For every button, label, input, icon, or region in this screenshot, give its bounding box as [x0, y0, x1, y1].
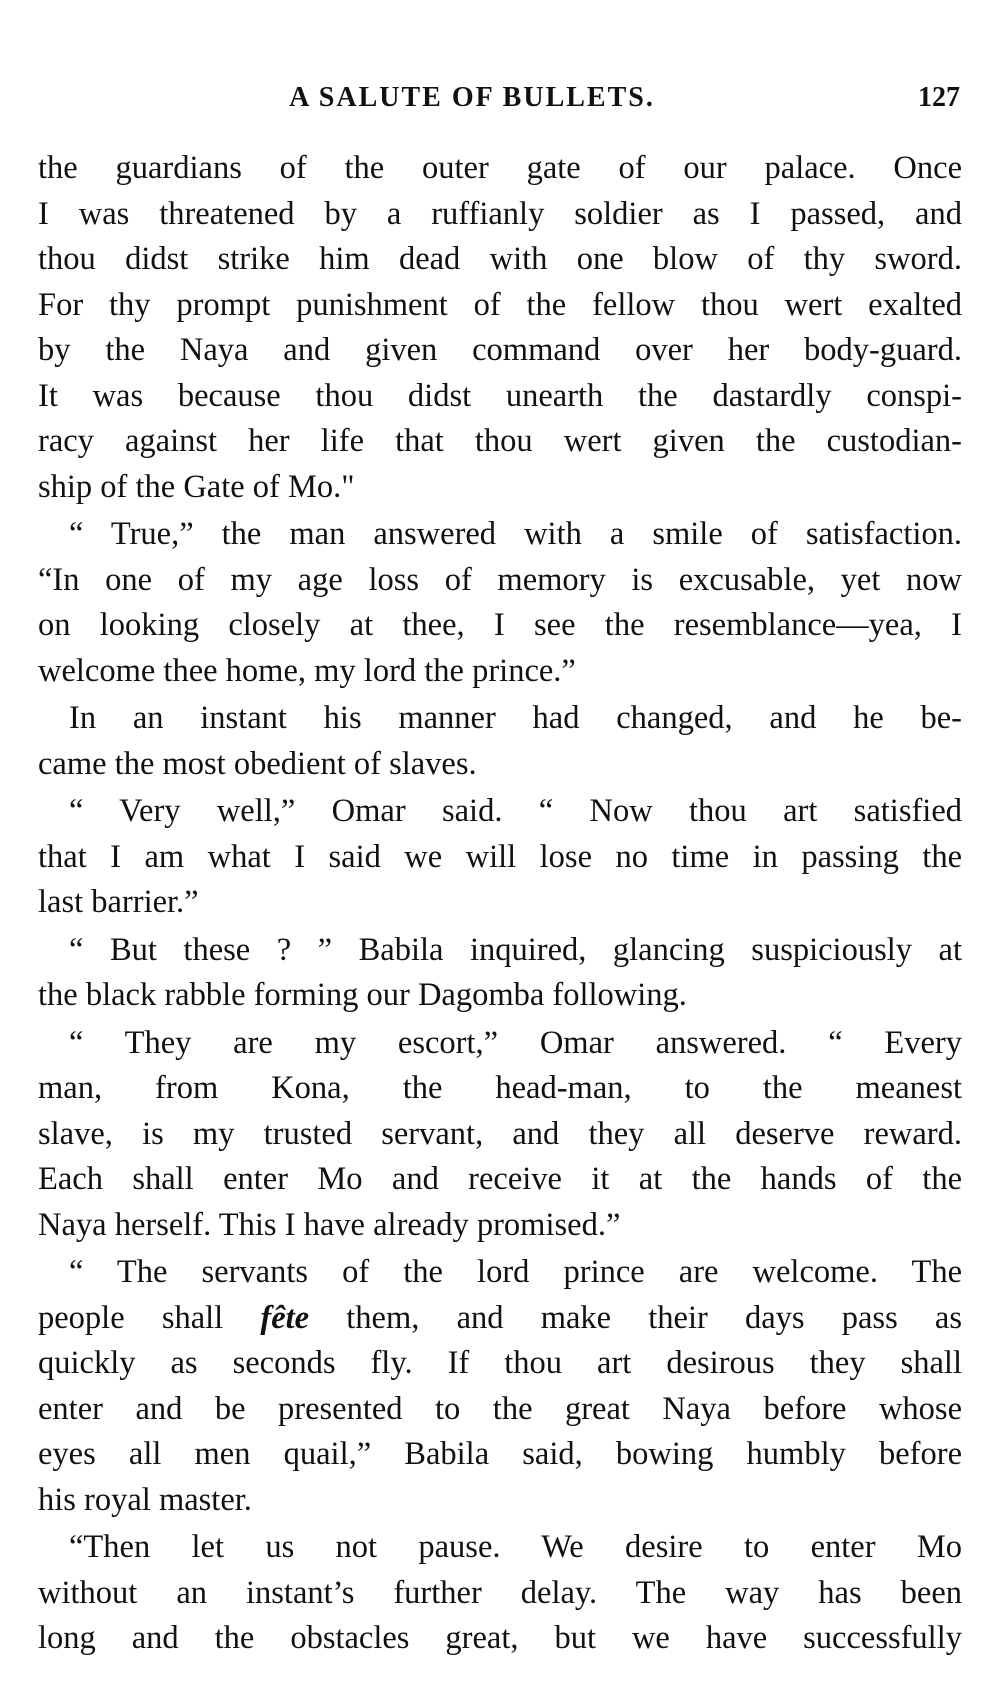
- text-line: last barrier.”: [38, 884, 199, 920]
- text-line: enter and be presented to the great Naya before whose: [38, 1390, 962, 1427]
- text-line: Each shall enter Mo and receive it at the hands of the: [38, 1161, 962, 1197]
- text-line: “ But these ? ” Babila inquired, glancing suspiciously at: [69, 931, 962, 968]
- text-line: “In one of my age loss of memory is excusable, yet now: [38, 561, 962, 598]
- text-line: quickly as seconds fly. If thou art desirous they shall: [38, 1345, 962, 1381]
- paragraph: [38, 928, 962, 1019]
- text-line: “ True,” the man answered with a smile of satisfaction.: [69, 516, 962, 552]
- body-text: [38, 146, 962, 1662]
- text-line: the guardians of the outer gate of our palace. Once: [38, 150, 962, 186]
- text-line: the black rabble forming our Dagomba following.: [38, 977, 687, 1013]
- italic-word: fête: [260, 1299, 310, 1336]
- text-line: eyes all men quail,” Babila said, bowing humbly before: [38, 1436, 962, 1472]
- text-line: [38, 1296, 962, 1342]
- text-line: his royal master.: [38, 1481, 252, 1518]
- text-run: people shall: [38, 1299, 261, 1336]
- text-line: It was because thou didst unearth the dastardly conspi-: [38, 377, 962, 414]
- paragraph: [38, 1021, 962, 1249]
- text-line: I was threatened by a ruffianly soldier as I passed, and: [38, 195, 962, 232]
- text-line: For thy prompt punishment of the fellow thou wert exalted: [38, 286, 962, 323]
- page-number: 127: [918, 82, 960, 113]
- text-line: long and the obstacles great, but we have successfully: [38, 1620, 962, 1656]
- paragraph: [38, 696, 962, 787]
- paragraph: [38, 789, 962, 926]
- text-line: Naya herself. This I have already promised.”: [38, 1206, 621, 1243]
- paragraph: [38, 146, 962, 510]
- text-line: “ Very well,” Omar said. “ Now thou art satisfied: [69, 793, 962, 829]
- text-line: slave, is my trusted servant, and they all deserve reward.: [38, 1115, 962, 1152]
- text-line: without an instant’s further delay. The way has been: [38, 1574, 962, 1611]
- text-line: racy against her life that thou wert given the custodian-: [38, 423, 962, 459]
- paragraph: [38, 512, 962, 694]
- chapter-title: A SALUTE OF BULLETS.: [289, 82, 655, 113]
- text-line: ship of the Gate of Mo.": [38, 468, 355, 505]
- paragraph: [38, 1525, 962, 1662]
- text-line: “Then let us not pause. We desire to enter Mo: [69, 1529, 962, 1565]
- text-line: came the most obedient of slaves.: [38, 745, 477, 782]
- text-line: “ They are my escort,” Omar answered. “ Every: [69, 1024, 962, 1061]
- text-line: welcome thee home, my lord the prince.”: [38, 652, 576, 689]
- paragraph: [38, 1250, 962, 1523]
- text-line: thou didst strike him dead with one blow of thy sword.: [38, 241, 962, 277]
- text-line: man, from Kona, the head-man, to the meanest: [38, 1070, 962, 1106]
- text-line: that I am what I said we will lose no time in passing the: [38, 838, 962, 875]
- text-line: by the Naya and given command over her body-guard.: [38, 332, 962, 368]
- running-head: [36, 82, 960, 122]
- text-run: them, and make their days pass as: [309, 1299, 962, 1336]
- text-line: In an instant his manner had changed, and he be-: [69, 700, 962, 736]
- text-line: “ The servants of the lord prince are welcome. The: [69, 1254, 962, 1290]
- text-line: on looking closely at thee, I see the resemblance—yea, I: [38, 607, 962, 643]
